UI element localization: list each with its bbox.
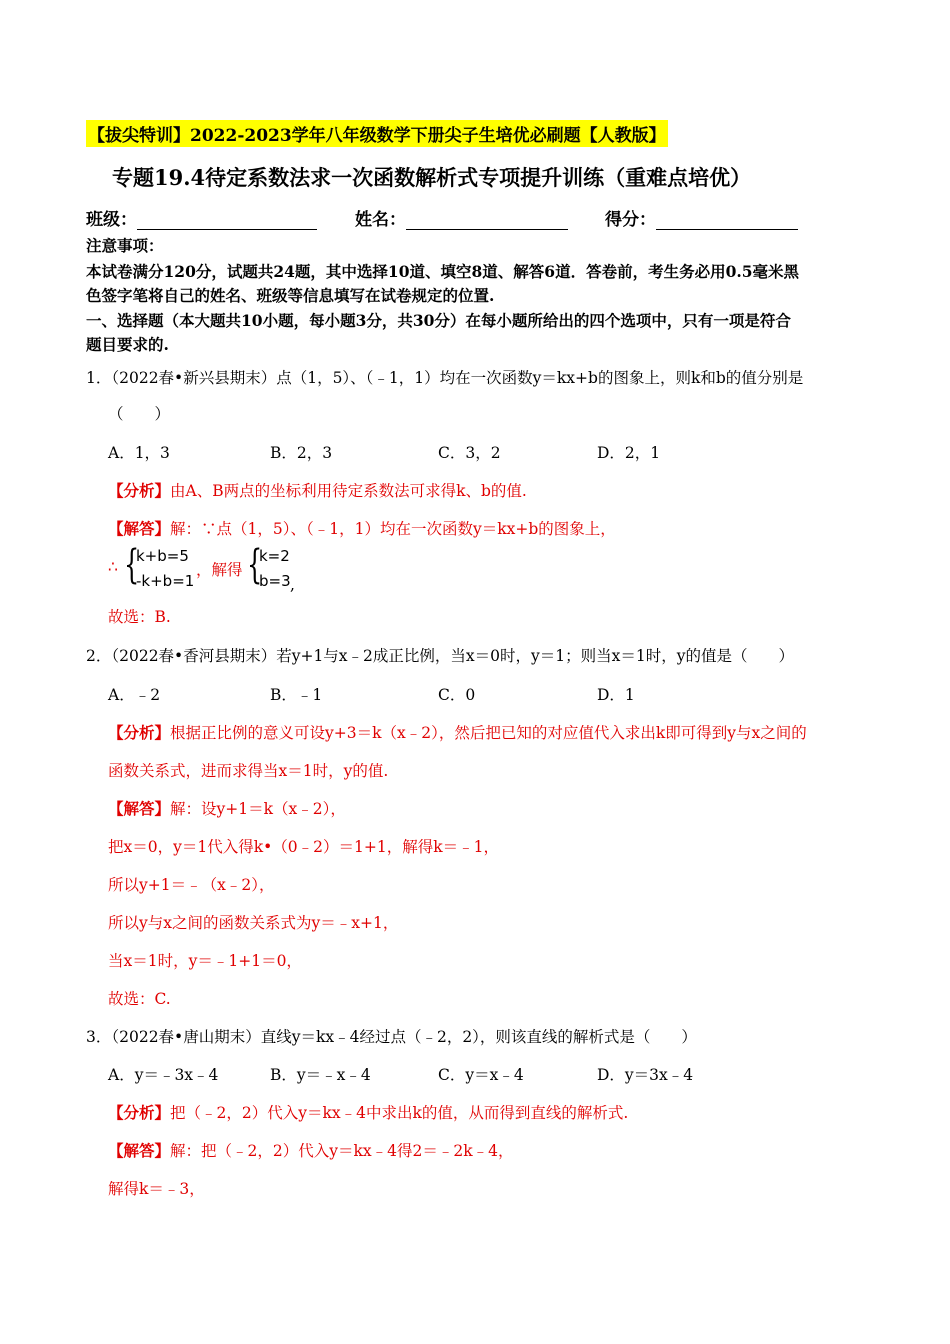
q2-analysis-2: 函数关系式，进而求得当x＝1时，y的值. bbox=[108, 762, 389, 780]
notice-line-2: 色签字笔将自己的姓名、班级等信息填写在试卷规定的位置. bbox=[86, 286, 495, 305]
name-field bbox=[355, 205, 568, 230]
q3-analysis bbox=[108, 1101, 628, 1123]
q2-option-c: C．0 bbox=[438, 686, 476, 704]
q1-answer bbox=[108, 517, 616, 539]
q1-system-eq-2: -k+b=1 bbox=[136, 572, 195, 590]
q2-option-d: D．1 bbox=[597, 686, 635, 704]
q1-solution-eq-2: b=3 bbox=[259, 572, 291, 590]
answer-tag: 【解答】 bbox=[108, 1141, 171, 1160]
analysis-tag: 【分析】 bbox=[108, 481, 171, 500]
system-end-comma: , bbox=[290, 576, 295, 594]
answer-tag: 【解答】 bbox=[108, 519, 171, 538]
analysis-text: 由A、B两点的坐标利用待定系数法可求得k、b的值. bbox=[170, 482, 527, 500]
score-label: 得分： bbox=[605, 210, 656, 230]
name-blank bbox=[406, 211, 568, 230]
answer-text: 解：把（﹣2，2）代入y＝kx﹣4得2＝﹣2k﹣4， bbox=[170, 1142, 514, 1160]
analysis-text: 根据正比例的意义可设y+3＝k（x﹣2），然后把已知的对应值代入求出k即可得到y与x之间的 bbox=[170, 724, 807, 742]
page-title: 专题19.4待定系数法求一次函数解析式专项提升训练（重难点培优） bbox=[112, 165, 752, 190]
brace-left-2: { bbox=[247, 542, 263, 588]
q1-solution-eq-1: k=2 bbox=[259, 547, 290, 565]
section-line-2: 题目要求的. bbox=[86, 335, 169, 354]
q2-option-a: A．﹣2 bbox=[108, 686, 161, 704]
q3-stem: 3．（2022春•唐山期末）直线y＝kx﹣4经过点（﹣2，2），则该直线的解析式是（ ） bbox=[86, 1028, 697, 1046]
q1-option-c: C．3，2 bbox=[438, 444, 501, 462]
q1-choose: 故选：B. bbox=[108, 608, 171, 626]
q3-answer bbox=[108, 1139, 513, 1161]
class-label: 班级： bbox=[86, 210, 137, 230]
brace-left-1: { bbox=[124, 542, 140, 588]
q3-option-d: D．y＝3x﹣4 bbox=[597, 1066, 694, 1084]
notice-heading: 注意事项： bbox=[86, 236, 164, 255]
q2-answer bbox=[108, 797, 346, 819]
banner: 【拔尖特训】2022-2023学年八年级数学下册尖子生培优必刷题【人教版】 bbox=[86, 120, 668, 147]
q1-analysis bbox=[108, 479, 527, 501]
solve-word: ，解得 bbox=[196, 561, 243, 579]
q1-option-b: B．2，3 bbox=[270, 444, 333, 462]
q3-step-1: 解得k＝﹣3， bbox=[108, 1180, 205, 1198]
analysis-tag: 【分析】 bbox=[108, 1103, 171, 1122]
answer-tag: 【解答】 bbox=[108, 799, 171, 818]
class-blank bbox=[137, 211, 317, 230]
class-field bbox=[86, 205, 317, 230]
q1-stem: 1．（2022春•新兴县期末）点（1，5）、（﹣1，1）均在一次函数y＝kx+b的图象上，则k和b的值分别是 bbox=[86, 369, 804, 387]
q2-step-3: 所以y与x之间的函数关系式为y＝﹣x+1， bbox=[108, 914, 399, 932]
q3-option-c: C．y＝x﹣4 bbox=[438, 1066, 524, 1084]
score-field bbox=[605, 205, 798, 230]
analysis-tag: 【分析】 bbox=[108, 723, 171, 742]
q2-option-b: B．﹣1 bbox=[270, 686, 323, 704]
q3-option-a: A．y＝﹣3x﹣4 bbox=[108, 1066, 219, 1084]
answer-text: 解：∵点（1，5）、（﹣1，1）均在一次函数y＝kx+b的图象上， bbox=[170, 520, 616, 538]
q1-system-eq-1: k+b=5 bbox=[136, 547, 189, 565]
q2-stem: 2．（2022春•香河县期末）若y+1与x﹣2成正比例，当x＝0时，y＝1；则当x＝1时，y的值是（ ） bbox=[86, 647, 794, 665]
answer-text: 解：设y+1＝k（x﹣2）， bbox=[170, 800, 346, 818]
q2-step-1: 把x＝0，y＝1代入得k•（0﹣2）＝1+1，解得k＝﹣1， bbox=[108, 838, 499, 856]
therefore-symbol: ∴ bbox=[108, 558, 118, 576]
q3-option-b: B．y＝﹣x﹣4 bbox=[270, 1066, 371, 1084]
q1-option-d: D．2，1 bbox=[597, 444, 661, 462]
name-label: 姓名： bbox=[355, 210, 406, 230]
section-line-1: 一、选择题（本大题共10小题，每小题3分，共30分）在每小题所给出的四个选项中，只有一项是符合 bbox=[86, 311, 791, 330]
q2-analysis-1 bbox=[108, 721, 807, 743]
score-blank bbox=[656, 211, 798, 230]
q2-step-2: 所以y+1＝﹣（x﹣2）， bbox=[108, 876, 275, 894]
analysis-text: 把（﹣2，2）代入y＝kx﹣4中求出k的值，从而得到直线的解析式. bbox=[170, 1104, 629, 1122]
q2-choose: 故选：C. bbox=[108, 990, 171, 1008]
q1-option-a: A．1，3 bbox=[108, 444, 170, 462]
q1-paren: （ ） bbox=[108, 405, 171, 423]
q2-step-4: 当x＝1时，y＝﹣1+1＝0， bbox=[108, 952, 302, 970]
notice-line-1: 本试卷满分120分，试题共24题，其中选择10道、填空8道、解答6道．答卷前，考生务必用0.5毫米黑 bbox=[86, 262, 800, 281]
